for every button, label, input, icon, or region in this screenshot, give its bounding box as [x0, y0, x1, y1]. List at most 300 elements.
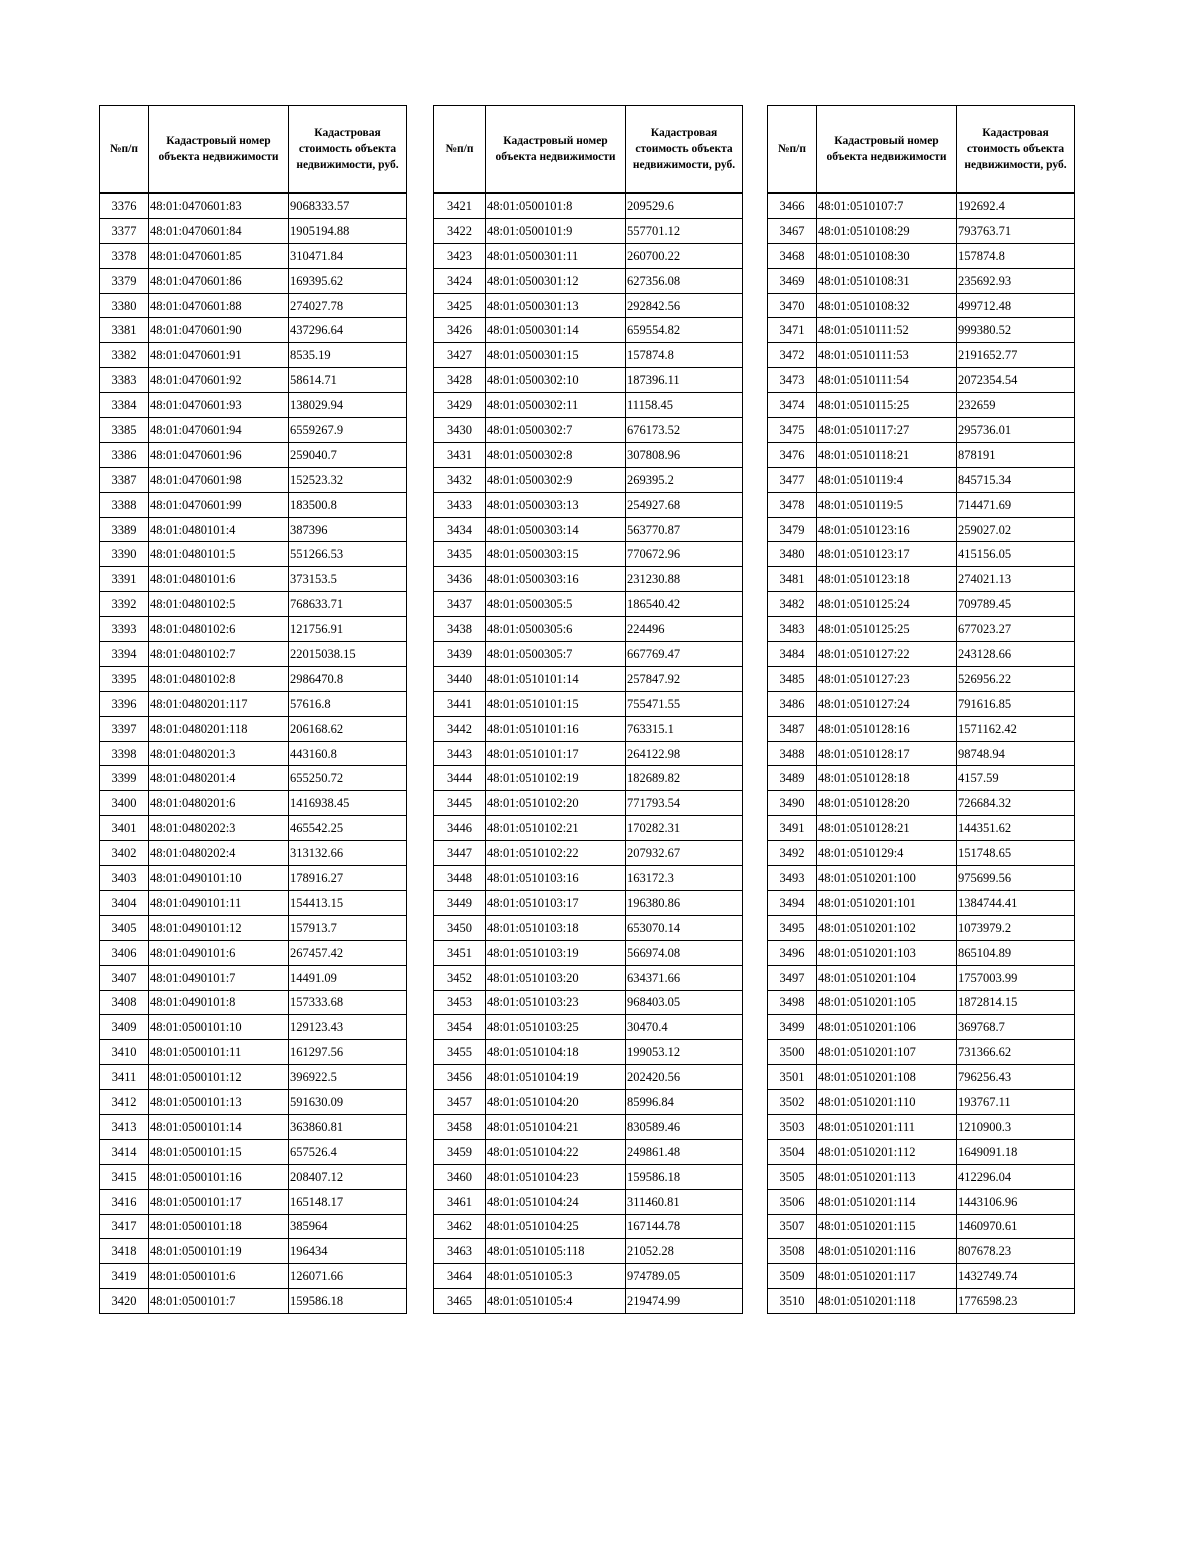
table-row — [434, 791, 743, 816]
cadastral-number-cell: 48:01:0510111:53 — [817, 343, 957, 368]
table-row — [100, 393, 407, 418]
row-number-cell: 3420 — [100, 1289, 149, 1314]
cadastral-value-cell: 267457.42 — [289, 940, 407, 965]
cadastral-value-cell: 4157.59 — [957, 766, 1075, 791]
table-row — [768, 940, 1075, 965]
row-number-cell: 3448 — [434, 866, 486, 891]
cadastral-value-cell: 187396.11 — [626, 368, 743, 393]
row-number-cell: 3431 — [434, 442, 486, 467]
cadastral-value-cell: 311460.81 — [626, 1189, 743, 1214]
table-row — [100, 915, 407, 940]
row-number-cell: 3422 — [434, 218, 486, 243]
cadastral-number-cell: 48:01:0510201:110 — [817, 1090, 957, 1115]
cadastral-number-cell: 48:01:0510102:19 — [486, 766, 626, 791]
cadastral-number-cell: 48:01:0470601:83 — [149, 193, 289, 218]
cadastral-number-cell: 48:01:0510119:4 — [817, 467, 957, 492]
header-cadastral-value: Кадастровая стоимость объекта недвижимости, руб. — [626, 106, 743, 194]
table-row — [768, 343, 1075, 368]
row-number-cell: 3419 — [100, 1264, 149, 1289]
cadastral-value-cell: 373153.5 — [289, 567, 407, 592]
table-row — [100, 467, 407, 492]
cadastral-value-cell: 254927.68 — [626, 492, 743, 517]
cadastral-table-2 — [433, 105, 743, 1314]
row-number-cell: 3459 — [434, 1139, 486, 1164]
cadastral-number-cell: 48:01:0510101:16 — [486, 716, 626, 741]
cadastral-value-cell: 396922.5 — [289, 1065, 407, 1090]
cadastral-value-cell: 249861.48 — [626, 1139, 743, 1164]
cadastral-value-cell: 591630.09 — [289, 1090, 407, 1115]
row-number-cell: 3475 — [768, 418, 817, 443]
cadastral-table-1 — [99, 105, 407, 1314]
header-num: №п/п — [100, 106, 149, 194]
header-cadastral-number: Кадастровый номер объекта недвижимости — [817, 106, 957, 194]
table-row — [100, 268, 407, 293]
cadastral-number-cell: 48:01:0500101:16 — [149, 1164, 289, 1189]
cadastral-value-cell: 1443106.96 — [957, 1189, 1075, 1214]
cadastral-value-cell: 167144.78 — [626, 1214, 743, 1239]
row-number-cell: 3499 — [768, 1015, 817, 1040]
table-row — [434, 741, 743, 766]
cadastral-value-cell: 1416938.45 — [289, 791, 407, 816]
table-row — [100, 691, 407, 716]
row-number-cell: 3497 — [768, 965, 817, 990]
cadastral-number-cell: 48:01:0510118:21 — [817, 442, 957, 467]
row-number-cell: 3428 — [434, 368, 486, 393]
table-row — [768, 741, 1075, 766]
cadastral-number-cell: 48:01:0510108:30 — [817, 243, 957, 268]
row-number-cell: 3466 — [768, 193, 817, 218]
cadastral-value-cell: 465542.25 — [289, 816, 407, 841]
cadastral-value-cell: 563770.87 — [626, 517, 743, 542]
cadastral-number-cell: 48:01:0480101:6 — [149, 567, 289, 592]
cadastral-value-cell: 259027.02 — [957, 517, 1075, 542]
row-number-cell: 3425 — [434, 293, 486, 318]
cadastral-number-cell: 48:01:0470601:88 — [149, 293, 289, 318]
table-row — [768, 1040, 1075, 1065]
cadastral-value-cell: 385964 — [289, 1214, 407, 1239]
table-row — [100, 791, 407, 816]
row-number-cell: 3405 — [100, 915, 149, 940]
header-cadastral-number: Кадастровый номер объекта недвижимости — [486, 106, 626, 194]
cadastral-number-cell: 48:01:0510105:118 — [486, 1239, 626, 1264]
cadastral-number-cell: 48:01:0510111:54 — [817, 368, 957, 393]
row-number-cell: 3509 — [768, 1264, 817, 1289]
table-row — [100, 567, 407, 592]
cadastral-number-cell: 48:01:0510103:23 — [486, 990, 626, 1015]
table-row — [434, 1114, 743, 1139]
cadastral-value-cell: 676173.52 — [626, 418, 743, 443]
table-row — [768, 442, 1075, 467]
cadastral-value-cell: 193767.11 — [957, 1090, 1075, 1115]
cadastral-value-cell: 627356.08 — [626, 268, 743, 293]
row-number-cell: 3401 — [100, 816, 149, 841]
table-row — [768, 617, 1075, 642]
table-row — [434, 1090, 743, 1115]
table-row — [434, 293, 743, 318]
cadastral-number-cell: 48:01:0510108:31 — [817, 268, 957, 293]
cadastral-number-cell: 48:01:0470601:92 — [149, 368, 289, 393]
cadastral-number-cell: 48:01:0500302:7 — [486, 418, 626, 443]
cadastral-number-cell: 48:01:0510103:19 — [486, 940, 626, 965]
table-row — [100, 418, 407, 443]
cadastral-number-cell: 48:01:0500301:11 — [486, 243, 626, 268]
table-row — [768, 791, 1075, 816]
cadastral-number-cell: 48:01:0510127:22 — [817, 642, 957, 667]
table-row — [100, 766, 407, 791]
row-number-cell: 3383 — [100, 368, 149, 393]
table-row — [768, 1015, 1075, 1040]
table-row — [768, 1289, 1075, 1314]
row-number-cell: 3446 — [434, 816, 486, 841]
cadastral-value-cell: 57616.8 — [289, 691, 407, 716]
cadastral-value-cell: 295736.01 — [957, 418, 1075, 443]
cadastral-number-cell: 48:01:0480202:4 — [149, 841, 289, 866]
row-number-cell: 3506 — [768, 1189, 817, 1214]
row-number-cell: 3440 — [434, 666, 486, 691]
cadastral-value-cell: 264122.98 — [626, 741, 743, 766]
table-row — [434, 268, 743, 293]
table-row — [768, 990, 1075, 1015]
table-row — [434, 1289, 743, 1314]
cadastral-value-cell: 165148.17 — [289, 1189, 407, 1214]
row-number-cell: 3416 — [100, 1189, 149, 1214]
table-row — [768, 268, 1075, 293]
cadastral-value-cell: 845715.34 — [957, 467, 1075, 492]
table-row — [768, 1214, 1075, 1239]
cadastral-value-cell: 269395.2 — [626, 467, 743, 492]
cadastral-value-cell: 199053.12 — [626, 1040, 743, 1065]
row-number-cell: 3392 — [100, 592, 149, 617]
table-row — [768, 666, 1075, 691]
table-header-row — [434, 106, 743, 194]
cadastral-value-cell: 968403.05 — [626, 990, 743, 1015]
cadastral-number-cell: 48:01:0510201:117 — [817, 1264, 957, 1289]
row-number-cell: 3492 — [768, 841, 817, 866]
row-number-cell: 3465 — [434, 1289, 486, 1314]
row-number-cell: 3399 — [100, 766, 149, 791]
table-row — [100, 716, 407, 741]
cadastral-value-cell: 1757003.99 — [957, 965, 1075, 990]
cadastral-value-cell: 999380.52 — [957, 318, 1075, 343]
cadastral-value-cell: 526956.22 — [957, 666, 1075, 691]
cadastral-number-cell: 48:01:0470601:96 — [149, 442, 289, 467]
cadastral-number-cell: 48:01:0500101:12 — [149, 1065, 289, 1090]
row-number-cell: 3445 — [434, 791, 486, 816]
table-row — [100, 1139, 407, 1164]
row-number-cell: 3508 — [768, 1239, 817, 1264]
row-number-cell: 3408 — [100, 990, 149, 1015]
cadastral-number-cell: 48:01:0500101:18 — [149, 1214, 289, 1239]
cadastral-value-cell: 369768.7 — [957, 1015, 1075, 1040]
cadastral-value-cell: 714471.69 — [957, 492, 1075, 517]
table-row — [434, 1214, 743, 1239]
cadastral-number-cell: 48:01:0510102:20 — [486, 791, 626, 816]
cadastral-number-cell: 48:01:0470601:84 — [149, 218, 289, 243]
cadastral-value-cell: 412296.04 — [957, 1164, 1075, 1189]
table-row — [768, 293, 1075, 318]
table-row — [768, 318, 1075, 343]
cadastral-number-cell: 48:01:0480201:117 — [149, 691, 289, 716]
cadastral-number-cell: 48:01:0510104:18 — [486, 1040, 626, 1065]
cadastral-number-cell: 48:01:0510104:24 — [486, 1189, 626, 1214]
table-row — [434, 965, 743, 990]
cadastral-number-cell: 48:01:0500101:17 — [149, 1189, 289, 1214]
cadastral-number-cell: 48:01:0510103:16 — [486, 866, 626, 891]
row-number-cell: 3404 — [100, 890, 149, 915]
table-row — [768, 890, 1075, 915]
table-body — [100, 193, 407, 1314]
table-row — [768, 517, 1075, 542]
table-body — [768, 193, 1075, 1314]
table-row — [768, 816, 1075, 841]
table-row — [434, 418, 743, 443]
table-row — [768, 243, 1075, 268]
cadastral-value-cell: 659554.82 — [626, 318, 743, 343]
cadastral-value-cell: 151748.65 — [957, 841, 1075, 866]
table-row — [434, 517, 743, 542]
cadastral-value-cell: 363860.81 — [289, 1114, 407, 1139]
header-num: №п/п — [768, 106, 817, 194]
cadastral-number-cell: 48:01:0480102:8 — [149, 666, 289, 691]
cadastral-value-cell: 157913.7 — [289, 915, 407, 940]
row-number-cell: 3435 — [434, 542, 486, 567]
cadastral-number-cell: 48:01:0510104:25 — [486, 1214, 626, 1239]
header-cadastral-value: Кадастровая стоимость объекта недвижимости, руб. — [957, 106, 1075, 194]
row-number-cell: 3472 — [768, 343, 817, 368]
table-row — [100, 841, 407, 866]
row-number-cell: 3409 — [100, 1015, 149, 1040]
table-row — [434, 442, 743, 467]
row-number-cell: 3387 — [100, 467, 149, 492]
table-row — [434, 1189, 743, 1214]
table-row — [434, 866, 743, 891]
cadastral-number-cell: 48:01:0510201:104 — [817, 965, 957, 990]
row-number-cell: 3461 — [434, 1189, 486, 1214]
cadastral-number-cell: 48:01:0510103:18 — [486, 915, 626, 940]
row-number-cell: 3390 — [100, 542, 149, 567]
row-number-cell: 3489 — [768, 766, 817, 791]
cadastral-number-cell: 48:01:0470601:99 — [149, 492, 289, 517]
table-row — [100, 218, 407, 243]
table-row — [434, 1040, 743, 1065]
table-row — [768, 567, 1075, 592]
cadastral-value-cell: 11158.45 — [626, 393, 743, 418]
table-header-row — [768, 106, 1075, 194]
row-number-cell: 3379 — [100, 268, 149, 293]
cadastral-number-cell: 48:01:0500101:8 — [486, 193, 626, 218]
row-number-cell: 3470 — [768, 293, 817, 318]
row-number-cell: 3458 — [434, 1114, 486, 1139]
cadastral-number-cell: 48:01:0470601:93 — [149, 393, 289, 418]
table-row — [100, 890, 407, 915]
cadastral-value-cell: 634371.66 — [626, 965, 743, 990]
row-number-cell: 3456 — [434, 1065, 486, 1090]
table-row — [768, 691, 1075, 716]
row-number-cell: 3462 — [434, 1214, 486, 1239]
cadastral-value-cell: 98748.94 — [957, 741, 1075, 766]
cadastral-number-cell: 48:01:0510201:116 — [817, 1239, 957, 1264]
cadastral-value-cell: 1649091.18 — [957, 1139, 1075, 1164]
table-row — [434, 1065, 743, 1090]
table-row — [768, 1239, 1075, 1264]
table-row — [768, 193, 1075, 218]
table-row — [768, 1189, 1075, 1214]
cadastral-number-cell: 48:01:0470601:86 — [149, 268, 289, 293]
table-row — [100, 940, 407, 965]
cadastral-number-cell: 48:01:0510111:52 — [817, 318, 957, 343]
row-number-cell: 3381 — [100, 318, 149, 343]
row-number-cell: 3411 — [100, 1065, 149, 1090]
cadastral-value-cell: 763315.1 — [626, 716, 743, 741]
cadastral-value-cell: 771793.54 — [626, 791, 743, 816]
table-row — [768, 368, 1075, 393]
cadastral-value-cell: 726684.32 — [957, 791, 1075, 816]
cadastral-value-cell: 975699.56 — [957, 866, 1075, 891]
cadastral-number-cell: 48:01:0510119:5 — [817, 492, 957, 517]
cadastral-value-cell: 196380.86 — [626, 890, 743, 915]
cadastral-number-cell: 48:01:0480201:118 — [149, 716, 289, 741]
row-number-cell: 3471 — [768, 318, 817, 343]
row-number-cell: 3439 — [434, 642, 486, 667]
cadastral-number-cell: 48:01:0490101:8 — [149, 990, 289, 1015]
table-row — [100, 866, 407, 891]
cadastral-value-cell: 178916.27 — [289, 866, 407, 891]
cadastral-value-cell: 830589.46 — [626, 1114, 743, 1139]
row-number-cell: 3423 — [434, 243, 486, 268]
cadastral-value-cell: 224496 — [626, 617, 743, 642]
row-number-cell: 3436 — [434, 567, 486, 592]
cadastral-value-cell: 219474.99 — [626, 1289, 743, 1314]
row-number-cell: 3455 — [434, 1040, 486, 1065]
table-row — [100, 1090, 407, 1115]
row-number-cell: 3385 — [100, 418, 149, 443]
table-row — [434, 617, 743, 642]
cadastral-number-cell: 48:01:0510201:100 — [817, 866, 957, 891]
row-number-cell: 3396 — [100, 691, 149, 716]
row-number-cell: 3386 — [100, 442, 149, 467]
cadastral-number-cell: 48:01:0510127:24 — [817, 691, 957, 716]
row-number-cell: 3397 — [100, 716, 149, 741]
table-row — [434, 218, 743, 243]
cadastral-value-cell: 208407.12 — [289, 1164, 407, 1189]
cadastral-value-cell: 807678.23 — [957, 1239, 1075, 1264]
row-number-cell: 3476 — [768, 442, 817, 467]
table-row — [434, 492, 743, 517]
table-row — [434, 393, 743, 418]
cadastral-value-cell: 161297.56 — [289, 1040, 407, 1065]
table-row — [434, 567, 743, 592]
cadastral-number-cell: 48:01:0510101:15 — [486, 691, 626, 716]
cadastral-value-cell: 1872814.15 — [957, 990, 1075, 1015]
cadastral-number-cell: 48:01:0500302:10 — [486, 368, 626, 393]
cadastral-value-cell: 313132.66 — [289, 841, 407, 866]
cadastral-number-cell: 48:01:0500101:19 — [149, 1239, 289, 1264]
cadastral-value-cell: 8535.19 — [289, 343, 407, 368]
cadastral-value-cell: 2072354.54 — [957, 368, 1075, 393]
cadastral-number-cell: 48:01:0510128:16 — [817, 716, 957, 741]
row-number-cell: 3380 — [100, 293, 149, 318]
row-number-cell: 3483 — [768, 617, 817, 642]
cadastral-value-cell: 14491.09 — [289, 965, 407, 990]
table-row — [768, 393, 1075, 418]
cadastral-value-cell: 655250.72 — [289, 766, 407, 791]
row-number-cell: 3467 — [768, 218, 817, 243]
row-number-cell: 3464 — [434, 1264, 486, 1289]
cadastral-value-cell: 157874.8 — [626, 343, 743, 368]
cadastral-value-cell: 157874.8 — [957, 243, 1075, 268]
cadastral-number-cell: 48:01:0510102:21 — [486, 816, 626, 841]
row-number-cell: 3460 — [434, 1164, 486, 1189]
cadastral-number-cell: 48:01:0510128:18 — [817, 766, 957, 791]
cadastral-value-cell: 206168.62 — [289, 716, 407, 741]
table-row — [100, 517, 407, 542]
cadastral-value-cell: 207932.67 — [626, 841, 743, 866]
cadastral-value-cell: 163172.3 — [626, 866, 743, 891]
cadastral-value-cell: 232659 — [957, 393, 1075, 418]
cadastral-number-cell: 48:01:0500302:11 — [486, 393, 626, 418]
cadastral-number-cell: 48:01:0490101:7 — [149, 965, 289, 990]
cadastral-number-cell: 48:01:0500303:16 — [486, 567, 626, 592]
cadastral-value-cell: 21052.28 — [626, 1239, 743, 1264]
cadastral-number-cell: 48:01:0500101:14 — [149, 1114, 289, 1139]
cadastral-value-cell: 209529.6 — [626, 193, 743, 218]
cadastral-value-cell: 310471.84 — [289, 243, 407, 268]
cadastral-number-cell: 48:01:0500303:14 — [486, 517, 626, 542]
cadastral-value-cell: 144351.62 — [957, 816, 1075, 841]
cadastral-value-cell: 437296.64 — [289, 318, 407, 343]
row-number-cell: 3442 — [434, 716, 486, 741]
row-number-cell: 3424 — [434, 268, 486, 293]
table-row — [100, 1264, 407, 1289]
row-number-cell: 3503 — [768, 1114, 817, 1139]
cadastral-number-cell: 48:01:0500101:15 — [149, 1139, 289, 1164]
table-row — [100, 816, 407, 841]
row-number-cell: 3481 — [768, 567, 817, 592]
table-row — [434, 542, 743, 567]
table-row — [100, 666, 407, 691]
cadastral-value-cell: 257847.92 — [626, 666, 743, 691]
row-number-cell: 3427 — [434, 343, 486, 368]
cadastral-number-cell: 48:01:0500301:12 — [486, 268, 626, 293]
cadastral-number-cell: 48:01:0510201:103 — [817, 940, 957, 965]
cadastral-number-cell: 48:01:0500101:7 — [149, 1289, 289, 1314]
cadastral-number-cell: 48:01:0490101:12 — [149, 915, 289, 940]
row-number-cell: 3453 — [434, 990, 486, 1015]
row-number-cell: 3510 — [768, 1289, 817, 1314]
table-row — [434, 243, 743, 268]
cadastral-number-cell: 48:01:0510102:22 — [486, 841, 626, 866]
table-row — [768, 1090, 1075, 1115]
row-number-cell: 3468 — [768, 243, 817, 268]
cadastral-value-cell: 755471.55 — [626, 691, 743, 716]
table-row — [434, 642, 743, 667]
row-number-cell: 3477 — [768, 467, 817, 492]
row-number-cell: 3480 — [768, 542, 817, 567]
cadastral-value-cell: 259040.7 — [289, 442, 407, 467]
table-row — [768, 915, 1075, 940]
row-number-cell: 3473 — [768, 368, 817, 393]
cadastral-value-cell: 793763.71 — [957, 218, 1075, 243]
table-row — [768, 542, 1075, 567]
header-cadastral-number: Кадастровый номер объекта недвижимости — [149, 106, 289, 194]
table-row — [100, 1189, 407, 1214]
row-number-cell: 3382 — [100, 343, 149, 368]
cadastral-value-cell: 192692.4 — [957, 193, 1075, 218]
cadastral-value-cell: 154413.15 — [289, 890, 407, 915]
cadastral-number-cell: 48:01:0510103:25 — [486, 1015, 626, 1040]
table-row — [768, 218, 1075, 243]
table-row — [434, 691, 743, 716]
